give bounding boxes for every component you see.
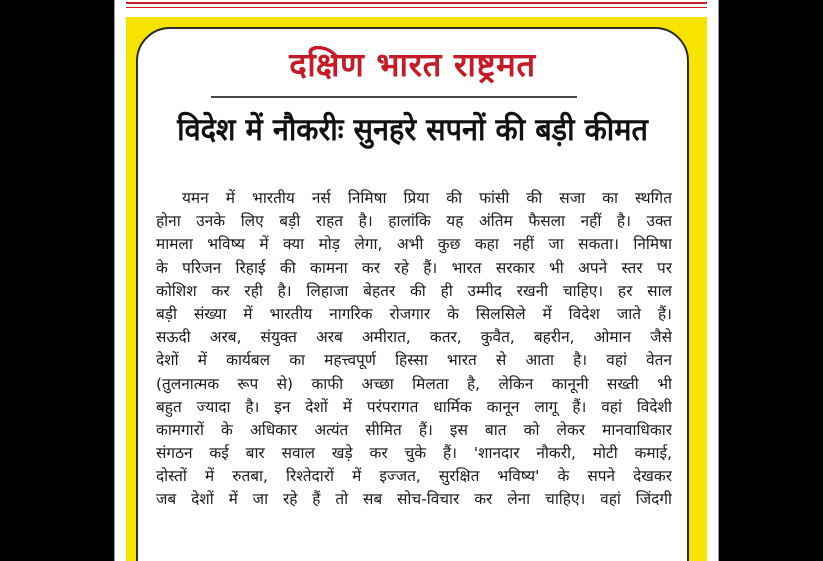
body-line: (तुलनात्मक रूप से) काफी अच्छा मिलता है, लेकिन कानूनी सख्ती भी [156,374,672,393]
body-line: बहुत ज्यादा है। इन देशों में परंपरागत धार्मिक कानून लागू हैं। वहां विदेशी [156,397,672,416]
editorial-card [136,27,689,561]
body-line: के परिजन रिहाई की कामना कर रहे हैं। भारत सरकार भी अपने स्तर पर [156,258,672,277]
body-line: सऊदी अरब, संयुक्त अरब अमीरात, कतर, कुवैत, बहरीन, ओमान जैसे [156,328,672,347]
body-line: कामगारों के अधिकार अत्यंत सीमित हैं। इस बात को लेकर मानवाधिकार [156,420,672,439]
article-body [156,187,672,512]
body-line: जब देशों में जा रहे हैं तो सब सोच-विचार कर लेना चाहिए। वहां जिंदगी [156,490,672,509]
top-rules [126,0,707,12]
masthead: दक्षिण भारत राष्ट्रमत [289,45,536,84]
masthead-divider [211,96,577,98]
page-right-edge [718,0,719,561]
body-line: यमन में भारतीय नर्स निमिषा प्रिया की फांसी की सजा का स्थगित [182,189,672,207]
editorial-frame [126,17,707,561]
newspaper-page [114,0,719,561]
body-line: मामला भविष्य में क्या मोड़ लेगा, अभी कुछ कहा नहीं जा सकता। निमिषा [156,235,672,254]
body-line: दोस्तों में रुतबा, रिश्तेदारों में इज्जत, सुरक्षित भविष्य' के सपने देखकर [156,467,672,486]
top-rule-red [126,2,707,4]
body-line: कोशिश कर रही है। लिहाजा बेहतर की ही उम्मीद रखनी चाहिए। हर साल [156,281,672,300]
body-line: संगठन कई बार सवाल खड़े कर चुके हैं। 'शानदार नौकरी, मोटी कमाई, [156,444,672,463]
top-rule-red-thin [126,7,707,8]
body-line: बड़ी संख्या में भारतीय नागरिक रोजगार के सिलसिले में विदेश जाते हैं। [156,304,672,323]
page-left-edge [114,0,115,561]
headline: विदेश में नौकरीः सुनहरे सपनों की बड़ी कीमत [177,112,648,148]
body-line: देशों में कार्यबल का महत्त्वपूर्ण हिस्सा भारत से आता है। वहां वेतन [156,351,672,370]
body-line: होना उनके लिए बड़ी राहत है। हालांकि यह अंतिम फैसला नहीं है। उक्त [156,212,672,231]
